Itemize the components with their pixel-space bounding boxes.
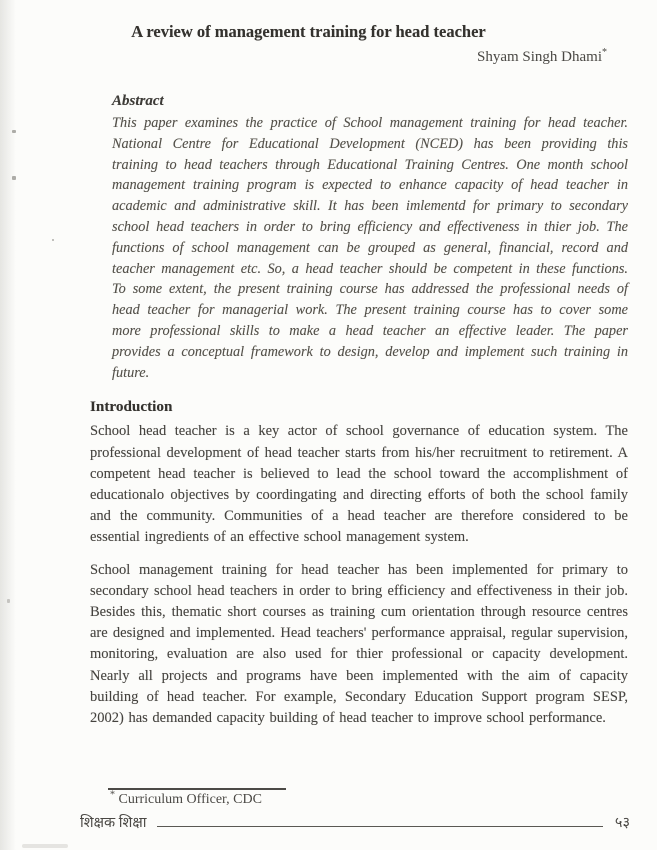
journal-name: शिक्षक शिक्षा	[80, 815, 147, 831]
scan-artifact	[52, 239, 54, 241]
footnote-marker: *	[110, 789, 115, 801]
scan-artifact	[12, 130, 16, 133]
author-footnote-marker: *	[602, 47, 607, 58]
page-footer	[80, 812, 630, 832]
introduction-paragraph-1: School head teacher is a key actor of school governance of education system. The professional development of head teacher starts from his/her recruitment to retirement. A competent head teacher is believed to lead the school toward the accomplishment of educationalo objectives by coordingating and directing efforts of both the school family and the community. Communities of a head teacher are therefore considered to be essential ingredients of an effective school management system.	[90, 423, 628, 546]
abstract-section	[112, 93, 628, 383]
introduction-paragraph-2: School management training for head teacher has been implemented for primary to secondary school head teachers in order to bring efficiency and effectiveness in their job. Besides this, thematic short courses as training cum orientation through resource centres are designed and implemented. Head teachers' performance appraisal, regular supervision, monitoring, evaluation are also used for thier professional or capacity development. Nearly all projects and programs have been implemented with the aim of capacity building of head teacher. For example, Secondary Education Support program SESP, 2002) has demanded capacity building of head teacher to improve school performance.	[90, 561, 628, 726]
abstract-heading: Abstract	[112, 93, 164, 109]
footnote-area	[0, 788, 657, 832]
footnote-text: Curriculum Officer, CDC	[118, 792, 262, 807]
footnote	[110, 789, 657, 808]
footer-underline	[157, 826, 603, 827]
page-number: ५३	[614, 815, 630, 831]
abstract-text: This paper examines the practice of School management training for head teacher. National Centre for Educational Development (NCED) has been providing this training to head teachers through Educational Training Centres. One month school management training program is expected to enhance capacity of head teacher in academic and administrative skill. It has been imlementd for primary to secondary school head teachers in order to bring efficiency and effectiveness in thier job. The functions of school management can be grouped as general, financial, record and teacher management etc. So, a head teacher should be competent in these functions. To some extent, the present training course has addressed the professional needs of head teacher for managerial work. The present training course has to cover some more professional skills to make a head teacher an effective leader. The paper provides a conceptual framework to design, develop and implement such training in future.	[112, 115, 628, 381]
introduction-section	[90, 398, 628, 729]
author-name: Shyam Singh Dhami	[476, 49, 602, 65]
scan-edge-shade	[0, 0, 16, 850]
scan-artifact	[12, 176, 16, 180]
scan-artifact	[22, 844, 68, 848]
footnote-divider	[108, 788, 286, 790]
introduction-heading: Introduction	[90, 398, 173, 416]
page-title: A review of management training for head teacher	[131, 22, 486, 41]
author-line	[0, 49, 607, 66]
scan-artifact	[7, 599, 10, 603]
